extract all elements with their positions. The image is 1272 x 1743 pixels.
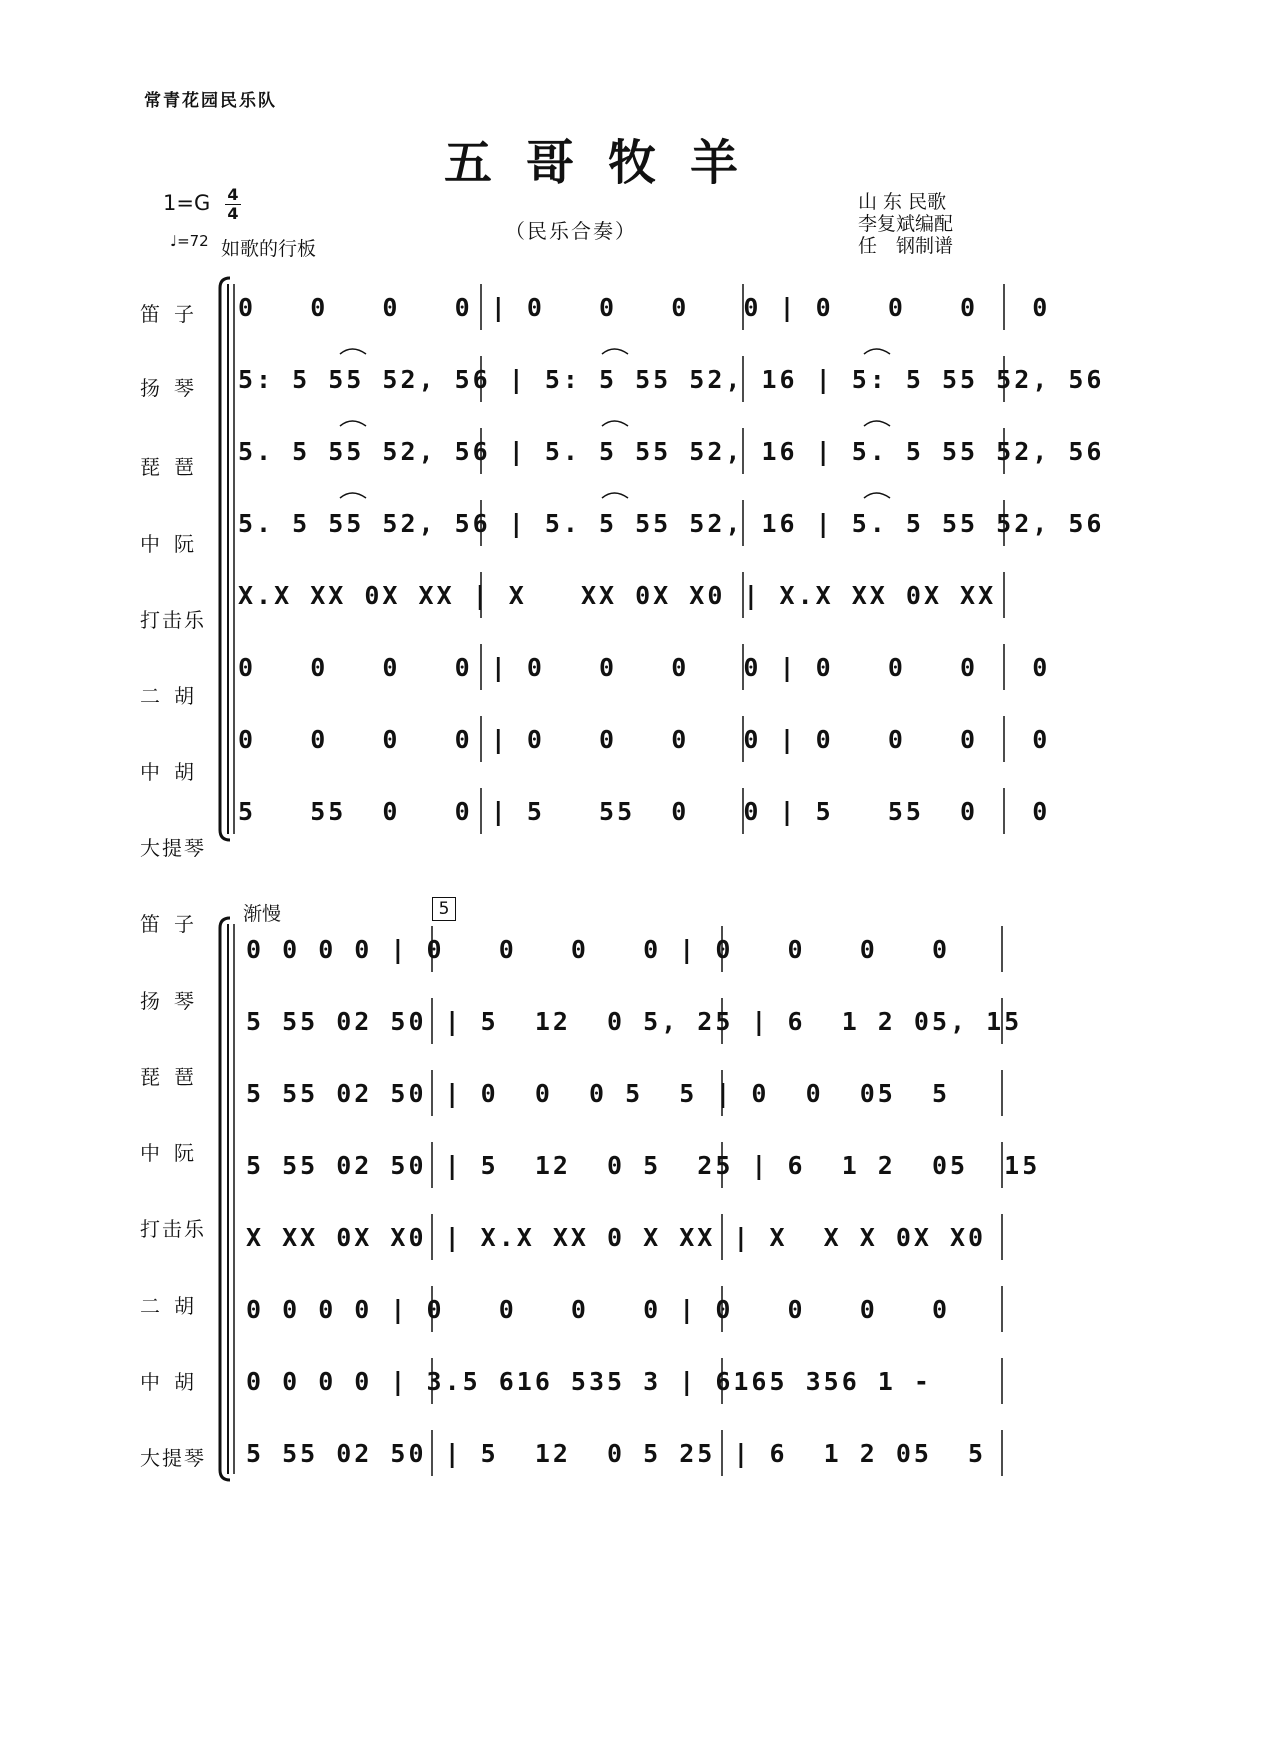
instrument-label: 二胡 — [140, 1294, 208, 1318]
instrument-label: 琵琶 — [140, 1065, 208, 1089]
time-signature-top: 4 — [227, 185, 239, 204]
score-title: 五哥牧羊 — [444, 135, 773, 191]
instrument-label: 二胡 — [140, 684, 208, 708]
staff-dizi: 0 0 0 0 | 0 0 0 0 | 0 0 0 0 — [246, 935, 950, 964]
key-signature: 1=G — [163, 191, 211, 215]
instrument-label: 琵琶 — [140, 455, 208, 479]
time-signature-bottom: 4 — [227, 204, 239, 223]
staff-zhonghu: 0 0 0 0 | 0 0 0 0 | 0 0 0 0 — [238, 725, 1051, 754]
instrument-label: 中胡 — [140, 1370, 208, 1394]
staff-dizi: 0 0 0 0 | 0 0 0 0 | 0 0 0 0 — [238, 293, 1051, 322]
staff-erhu: 0 0 0 0 | 0 0 0 0 | 0 0 0 0 — [246, 1295, 950, 1324]
staff-zhongruan: 5 55 02 50 | 5 12 0 5 25 | 6 1 2 05 15 — [246, 1151, 1041, 1180]
instrument-label: 笛子 — [140, 912, 208, 936]
credit-engraver: 任 钢制谱 — [858, 235, 954, 257]
instrument-label: 打击乐 — [140, 608, 206, 632]
staff-yangqin: 5: 5 55 52, 56 | 5: 5 55 52, 16 | 5: 5 55 52, 56 — [238, 365, 1105, 394]
barlines — [0, 270, 1272, 850]
instrument-label: 大提琴 — [140, 1446, 206, 1470]
staff-erhu: 0 0 0 0 | 0 0 0 0 | 0 0 0 0 — [238, 653, 1051, 682]
instrument-label: 打击乐 — [140, 1217, 206, 1241]
instrument-label: 笛子 — [140, 302, 208, 326]
instrument-label: 扬琴 — [140, 989, 208, 1013]
credits — [858, 191, 953, 257]
staff-zhonghu: 0 0 0 0 | 3.5 616 535 3 | 6165 356 1 - — [246, 1367, 932, 1396]
instrument-label: 中阮 — [140, 532, 208, 556]
staff-cello: 5 55 0 0 | 5 55 0 0 | 5 55 0 0 — [238, 797, 1051, 826]
staff-pipa: 5 55 02 50 | 0 0 0 5 5 | 0 0 05 5 — [246, 1079, 950, 1108]
ritardando-marking: 渐慢 — [243, 903, 282, 925]
barlines — [0, 912, 1272, 1492]
staff-yangqin: 5 55 02 50 | 5 12 0 5, 25 | 6 1 2 05, 15 — [246, 1007, 1023, 1036]
instrument-label: 大提琴 — [140, 836, 206, 860]
subtitle: （民乐合奏） — [505, 219, 637, 243]
instrument-label: 中阮 — [140, 1141, 208, 1165]
staff-pipa: 5. 5 55 52, 56 | 5. 5 55 52, 16 | 5. 5 55 52, 56 — [238, 437, 1105, 466]
staff-cello: 5 55 02 50 | 5 12 0 5 25 | 6 1 2 05 5 — [246, 1439, 987, 1468]
instrument-label: 扬琴 — [140, 376, 208, 400]
staff-zhongruan: 5. 5 55 52, 56 | 5. 5 55 52, 16 | 5. 5 55 52, 56 — [238, 509, 1105, 538]
band-name: 常青花园民乐队 — [144, 91, 277, 111]
expression-marking: 如歌的行板 — [221, 238, 317, 260]
credit-arranger: 李复斌编配 — [858, 213, 954, 235]
time-signature — [225, 187, 241, 222]
credit-origin: 山 东 民歌 — [858, 191, 947, 213]
rehearsal-mark: 5 — [432, 897, 456, 921]
tempo-marking: ♩=72 — [170, 232, 209, 250]
staff-percussion: X.X XX 0X XX | X XX 0X X0 | X.X XX 0X XX — [238, 581, 997, 610]
staff-percussion: X XX 0X X0 | X.X XX 0 X XX | X X X 0X X0 — [246, 1223, 987, 1252]
instrument-label: 中胡 — [140, 760, 208, 784]
